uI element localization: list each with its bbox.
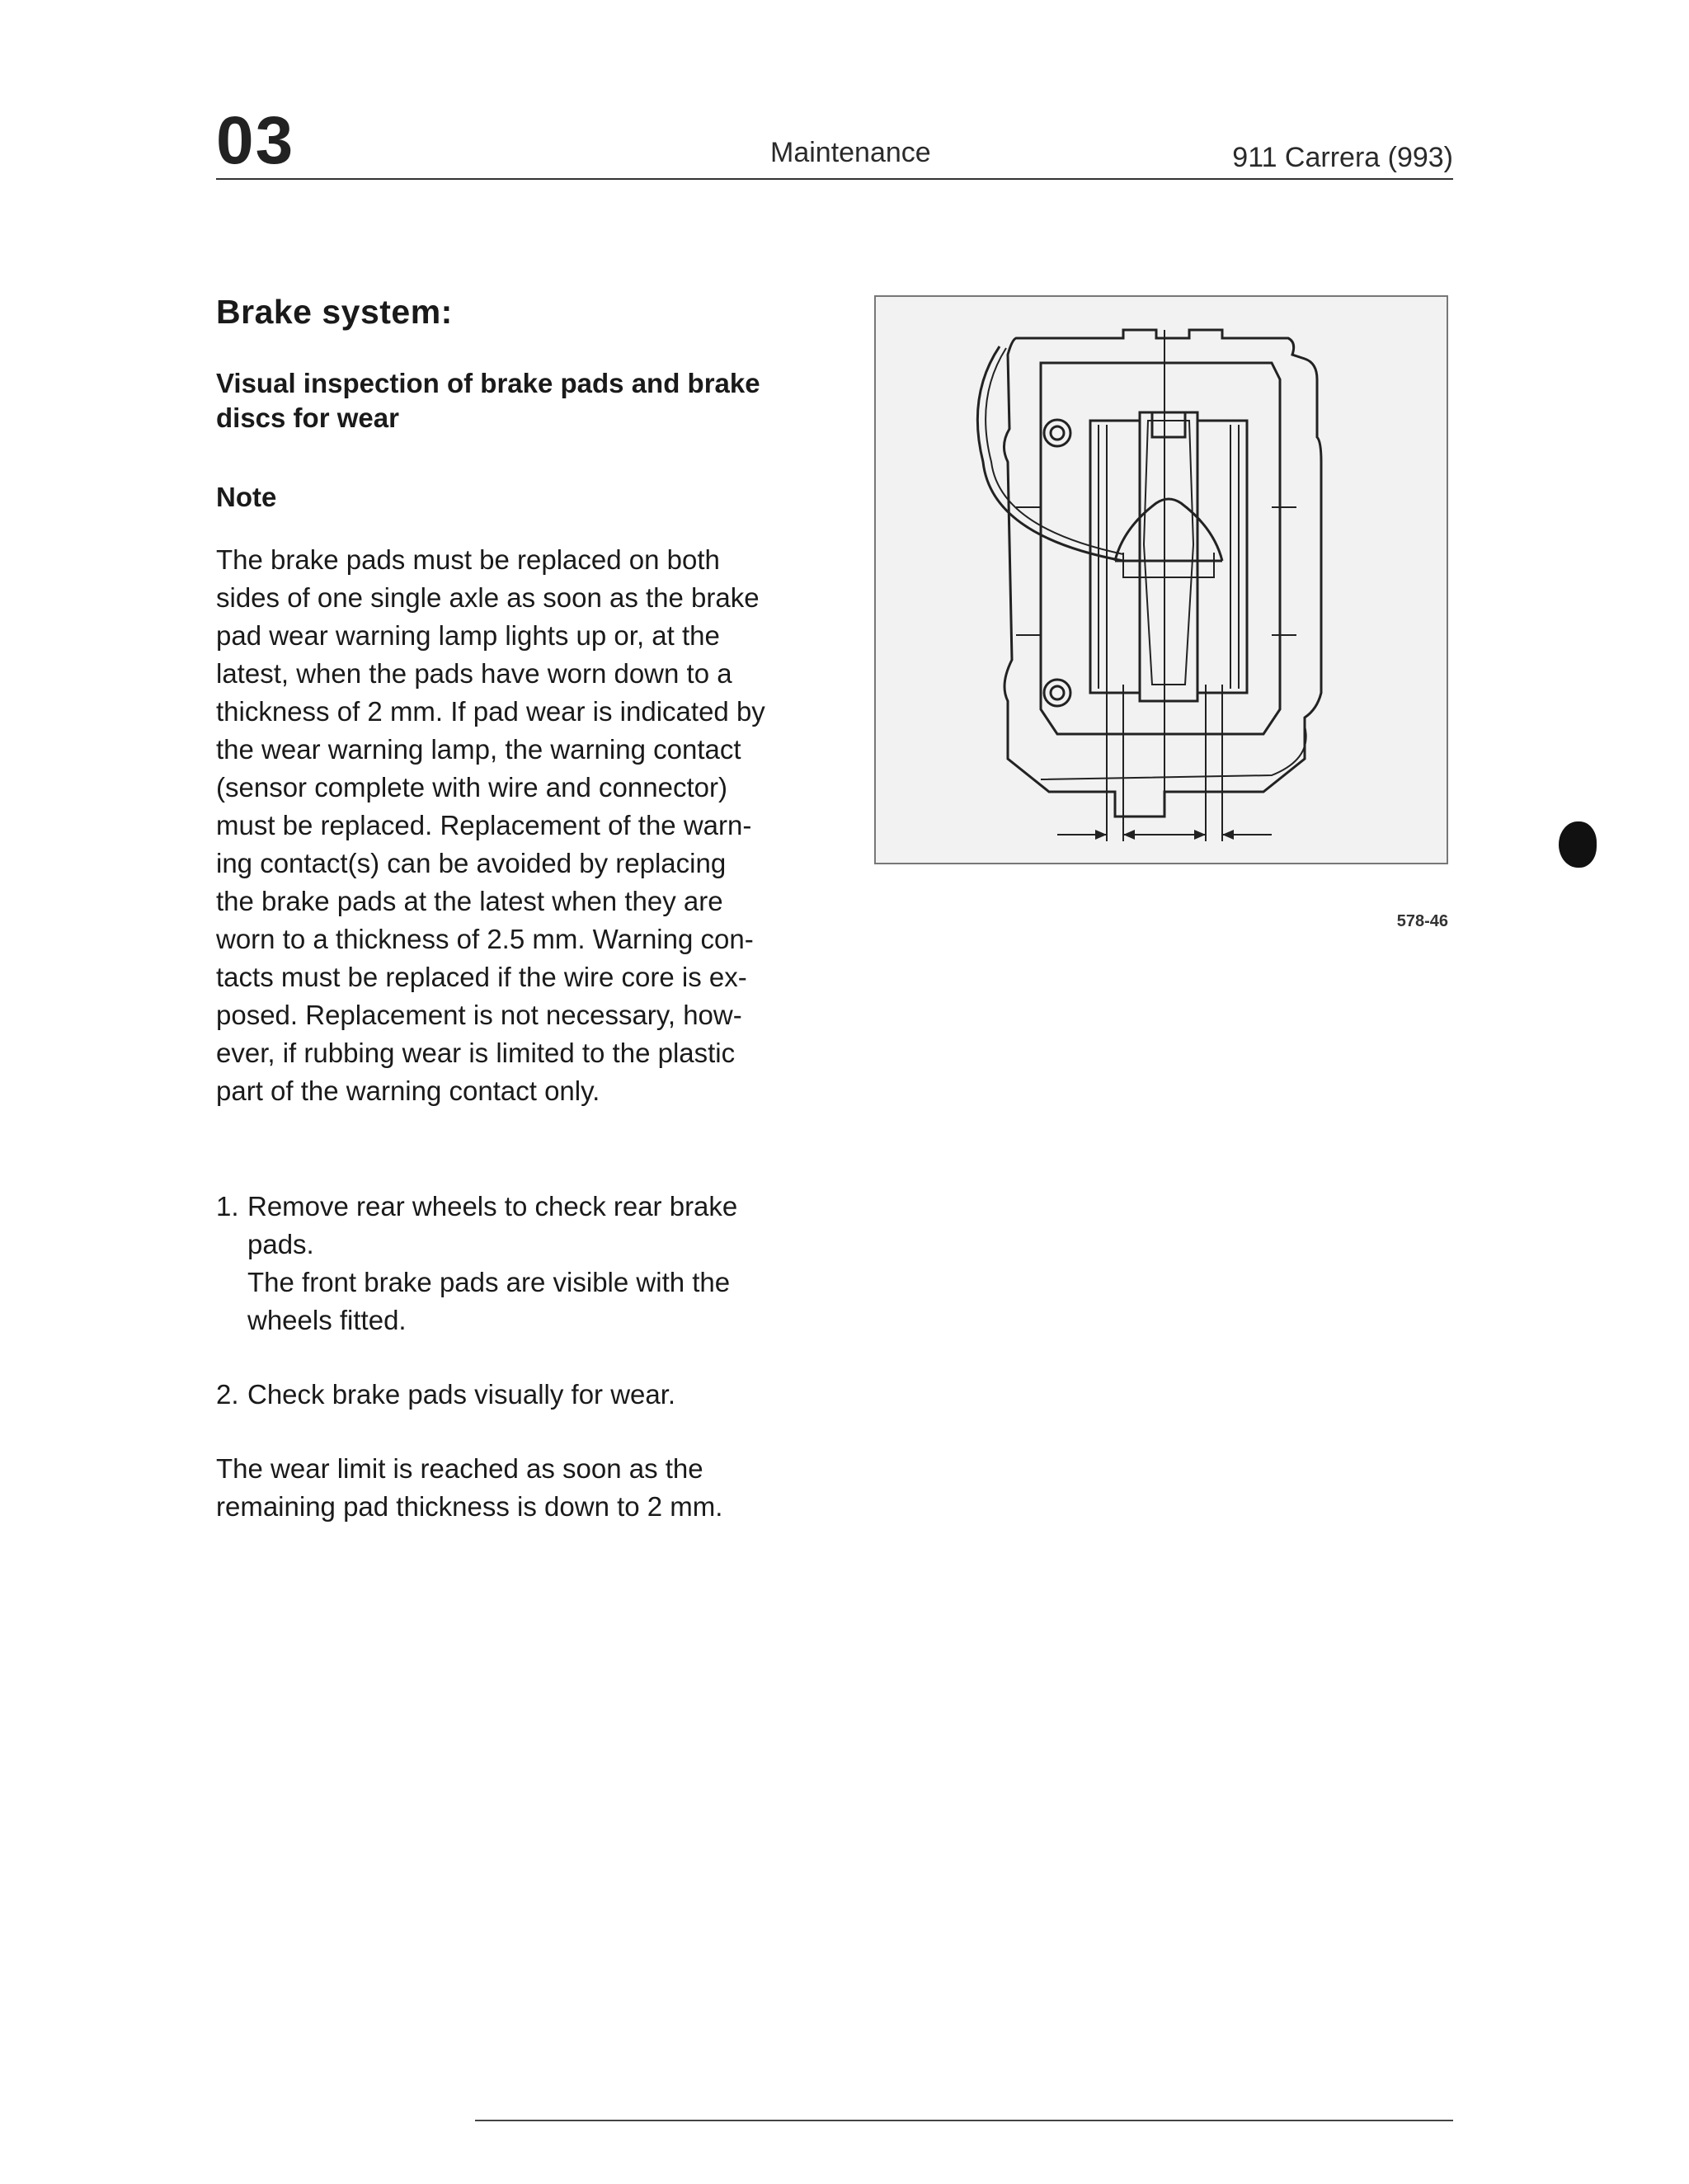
note-body bbox=[216, 541, 793, 1110]
note-line: ever, if rubbing wear is limited to the plastic bbox=[216, 1038, 736, 1068]
procedure-steps bbox=[216, 1188, 793, 1526]
brake-caliper-illustration bbox=[876, 297, 1447, 863]
step-line: Remove rear wheels to check rear brake bbox=[247, 1191, 738, 1221]
note-label: Note bbox=[216, 482, 277, 512]
note-line: worn to a thickness of 2.5 mm. Warning con- bbox=[216, 924, 754, 954]
subheading-line: Visual inspection of brake pads and brake bbox=[216, 368, 760, 398]
step-line: Check brake pads visually for wear. bbox=[247, 1379, 676, 1410]
section-heading: Brake system: bbox=[216, 293, 453, 331]
wear-limit-text bbox=[216, 1450, 793, 1526]
note-line: The brake pads must be replaced on both bbox=[216, 544, 720, 575]
header-model: 911 Carrera (993) bbox=[1232, 142, 1453, 173]
header-divider bbox=[216, 178, 1453, 180]
figure-reference: 578-46 bbox=[1396, 912, 1448, 930]
step-number: 1. bbox=[216, 1191, 239, 1221]
note-line: must be replaced. Replacement of the warn- bbox=[216, 810, 752, 840]
note-line: posed. Replacement is not necessary, how- bbox=[216, 1000, 742, 1030]
wear-limit-line: The wear limit is reached as soon as the bbox=[216, 1453, 703, 1484]
section-number: 03 bbox=[216, 103, 295, 178]
footer-divider bbox=[475, 2120, 1453, 2121]
step-2 bbox=[216, 1376, 793, 1414]
note-line: the brake pads at the latest when they are bbox=[216, 886, 723, 916]
step-1 bbox=[216, 1188, 793, 1339]
note-line: the wear warning lamp, the warning contact bbox=[216, 734, 741, 765]
note-line: part of the warning contact only. bbox=[216, 1076, 600, 1106]
subheading bbox=[216, 366, 793, 435]
step-line: pads. bbox=[247, 1229, 314, 1259]
wear-limit-line: remaining pad thickness is down to 2 mm. bbox=[216, 1491, 723, 1522]
note-line: tacts must be replaced if the wire core is ex- bbox=[216, 962, 747, 992]
step-number: 2. bbox=[216, 1379, 239, 1410]
note-line: latest, when the pads have worn down to a bbox=[216, 658, 732, 689]
note-line: pad wear warning lamp lights up or, at the bbox=[216, 620, 720, 651]
main-text-column bbox=[216, 293, 793, 1110]
step-line: wheels fitted. bbox=[247, 1305, 407, 1335]
margin-marker-dot bbox=[1559, 821, 1597, 868]
note-line: sides of one single axle as soon as the brake bbox=[216, 582, 760, 613]
note-line: (sensor complete with wire and connector) bbox=[216, 772, 727, 803]
subheading-line: discs for wear bbox=[216, 402, 399, 433]
step-line: The front brake pads are visible with the bbox=[247, 1267, 731, 1297]
note-line: ing contact(s) can be avoided by replacing bbox=[216, 848, 727, 878]
brake-caliper-figure bbox=[874, 295, 1448, 864]
page-header bbox=[216, 103, 1453, 181]
note-line: thickness of 2 mm. If pad wear is indicated by bbox=[216, 696, 765, 727]
header-section-title: Maintenance bbox=[770, 137, 931, 168]
